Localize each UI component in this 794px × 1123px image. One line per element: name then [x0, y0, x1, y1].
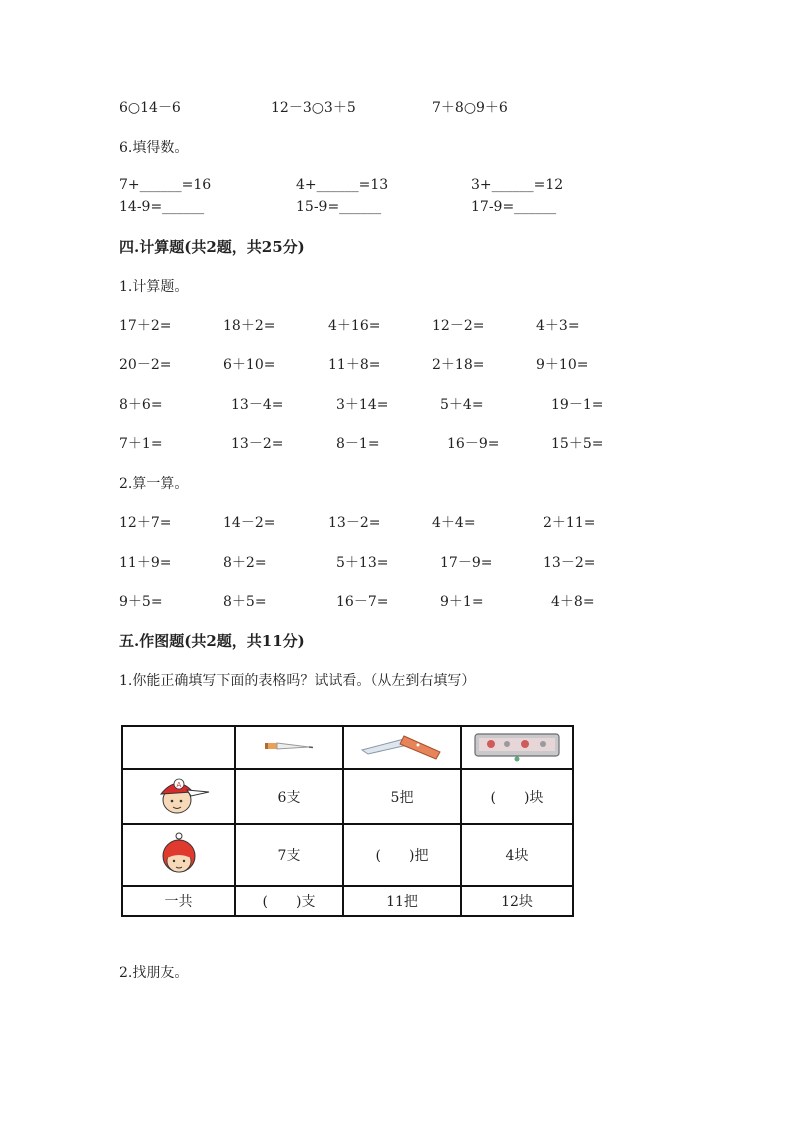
girl-red-hair-icon: [154, 830, 204, 880]
calc-item: 9＋1=: [440, 594, 484, 610]
table-cell: ( )块: [461, 769, 573, 824]
utility-knife-icon: [360, 732, 444, 764]
table-cell: ( )把: [343, 824, 461, 886]
table-cell: 11把: [343, 886, 461, 916]
table-corner-cell: [122, 726, 235, 769]
fill-blank-item: 4+______=13: [296, 177, 389, 193]
table-cell: 12块: [461, 886, 573, 916]
calc-item: 7＋1=: [119, 436, 163, 452]
boy-with-cap-icon: [147, 774, 211, 820]
calc-item: 12－2=: [432, 318, 485, 334]
calc-item: 4＋4=: [432, 515, 476, 531]
calc-item: 4＋16=: [328, 318, 381, 334]
calc-item: 6＋10=: [223, 357, 276, 373]
calc-item: 8＋2=: [223, 555, 267, 571]
question-5-1-title: 1.你能正确填写下面的表格吗？试试看。（从左到右填写）: [119, 673, 476, 689]
calc-item: 18＋2=: [223, 318, 276, 334]
table-cell: 5把: [343, 769, 461, 824]
table-cell: ( )支: [235, 886, 343, 916]
pencil-icon: [263, 739, 315, 757]
calc-item: 9＋10=: [536, 357, 589, 373]
calc-item: 13－4=: [231, 397, 284, 413]
table-person-cell: [122, 824, 235, 886]
table-cell: 4块: [461, 824, 573, 886]
calc-item: 8－1=: [336, 436, 380, 452]
pencil-case-icon: [473, 730, 561, 766]
calc-item: 8＋5=: [223, 594, 267, 610]
question-4-1-title: 1.计算题。: [119, 279, 189, 295]
table-cell: 7支: [235, 824, 343, 886]
calc-item: 5＋13=: [336, 555, 389, 571]
compare-item: 12－3○3＋5: [271, 100, 356, 116]
section-5-heading: 五.作图题(共2题，共11分): [119, 632, 305, 650]
calc-item: 13－2=: [543, 555, 596, 571]
calc-item: 20－2=: [119, 357, 172, 373]
fill-blank-item: 15-9=______: [296, 199, 382, 215]
table-header-cell: [235, 726, 343, 769]
calc-item: 11＋8=: [328, 357, 381, 373]
calc-item: 9＋5=: [119, 594, 163, 610]
table-cell: 6支: [235, 769, 343, 824]
table-person-cell: [122, 769, 235, 824]
table-header-cell: [343, 726, 461, 769]
calc-item: 8＋6=: [119, 397, 163, 413]
calc-item: 2＋11=: [543, 515, 596, 531]
calc-item: 13－2=: [328, 515, 381, 531]
calc-item: 16－9=: [447, 436, 500, 452]
calc-item: 17－9=: [440, 555, 493, 571]
calc-item: 17＋2=: [119, 318, 172, 334]
items-table: [121, 725, 574, 917]
calc-item: 16－7=: [336, 594, 389, 610]
compare-item: 6○14－6: [119, 100, 181, 116]
calc-item: 11＋9=: [119, 555, 172, 571]
fill-blank-item: 7+______=16: [119, 177, 212, 193]
fill-blank-item: 14-9=______: [119, 199, 205, 215]
svg-text:A: A: [176, 780, 181, 789]
calc-item: 13－2=: [231, 436, 284, 452]
calc-item: 3＋14=: [336, 397, 389, 413]
calc-item: 4＋8=: [551, 594, 595, 610]
table-total-label: 一共: [122, 886, 235, 916]
table-header-cell: [461, 726, 573, 769]
question-5-2-title: 2.找朋友。: [119, 965, 189, 981]
calc-item: 14－2=: [223, 515, 276, 531]
question-6-title: 6.填得数。: [119, 140, 189, 156]
calc-item: 4＋3=: [536, 318, 580, 334]
compare-item: 7＋8○9＋6: [432, 100, 508, 116]
fill-blank-item: 17-9=______: [471, 199, 557, 215]
fill-blank-item: 3+______=12: [471, 177, 564, 193]
question-4-2-title: 2.算一算。: [119, 476, 189, 492]
calc-item: 19－1=: [551, 397, 604, 413]
section-4-heading: 四.计算题(共2题，共25分): [119, 238, 305, 256]
calc-item: 5＋4=: [440, 397, 484, 413]
calc-item: 15＋5=: [551, 436, 604, 452]
calc-item: 2＋18=: [432, 357, 485, 373]
calc-item: 12＋7=: [119, 515, 172, 531]
